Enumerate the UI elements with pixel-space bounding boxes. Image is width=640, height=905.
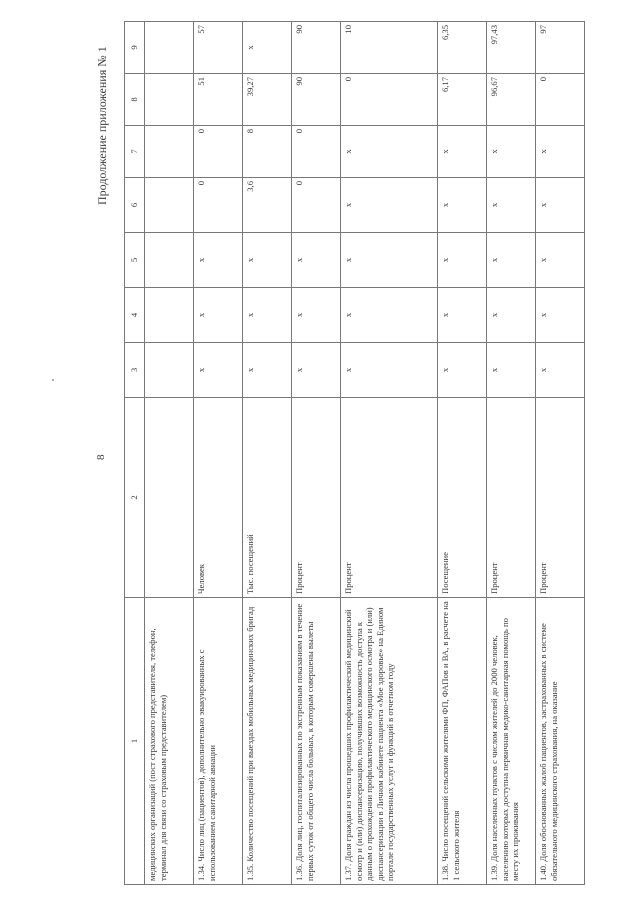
value-cell: x xyxy=(438,178,487,233)
value-cell xyxy=(145,288,194,343)
header-cell: 4 xyxy=(125,288,145,343)
value-cell xyxy=(145,178,194,233)
value-cell: 3,6 xyxy=(243,178,292,233)
indicator-description: медицинских организаций (пост страхового представителя, телефон, терминал для связи со страховым представителем) xyxy=(145,598,194,885)
value-cell: 0 xyxy=(292,126,341,178)
value-cell: 0 xyxy=(194,178,243,233)
header-cell: 9 xyxy=(125,22,145,74)
value-cell: x xyxy=(292,288,341,343)
unit-cell: Человек xyxy=(194,398,243,598)
header-cell: 1 xyxy=(125,598,145,885)
value-cell: x xyxy=(536,126,585,178)
value-cell: x xyxy=(438,288,487,343)
indicator-description: 1.35. Количество посещений при выездах мобильных медицинских бригад xyxy=(243,598,292,885)
value-cell: x xyxy=(438,343,487,398)
value-cell: 39,27 xyxy=(243,74,292,126)
value-cell: x xyxy=(194,288,243,343)
value-cell: x xyxy=(194,233,243,288)
value-cell: 0 xyxy=(341,74,438,126)
value-cell: x xyxy=(487,343,536,398)
value-cell: x xyxy=(243,233,292,288)
value-cell xyxy=(145,22,194,74)
value-cell: x xyxy=(438,126,487,178)
header-cell: 3 xyxy=(125,343,145,398)
table-row xyxy=(438,22,487,885)
value-cell: x xyxy=(536,343,585,398)
table-row xyxy=(243,22,292,885)
indicator-description: 1.39. Доля населенных пунктов с числом жителей до 2000 человек, населению которых доступна первичная медико-санитарная помощь по месту их проживания xyxy=(487,598,536,885)
indicator-description: 1.34. Число лиц (пациентов), дополнительно эвакуированных с использованием санитарной авиации xyxy=(194,598,243,885)
unit-cell: Процент xyxy=(487,398,536,598)
unit-cell: Тыс. посещений xyxy=(243,398,292,598)
page-number: 8 xyxy=(95,454,107,460)
value-cell xyxy=(145,74,194,126)
value-cell: x xyxy=(292,233,341,288)
indicator-description: 1.40. Доля обоснованных жалоб пациентов, застрахованных в системе обязательного медицинского страхования, на оказание xyxy=(536,598,585,885)
header-cell: 2 xyxy=(125,398,145,598)
unit-cell: Процент xyxy=(341,398,438,598)
value-cell: x xyxy=(292,343,341,398)
table-row xyxy=(145,22,194,885)
value-cell: 0 xyxy=(194,126,243,178)
header-cell: 7 xyxy=(125,126,145,178)
value-cell: 8 xyxy=(243,126,292,178)
indicators-table xyxy=(124,21,585,885)
value-cell: x xyxy=(341,343,438,398)
indicator-description: 1.37. Доля граждан из числа прошедших профилактический медицинский осмотр и (или) диспансеризацию, получивших возможность доступа к данным о прохождении профилактического медицинского осмотра и (или) диспансеризации в Личном кабинете пациента «Мое здоровье» на Едином портале государственных услуг и функций в отчетном году xyxy=(341,598,438,885)
table-row xyxy=(487,22,536,885)
value-cell: x xyxy=(194,343,243,398)
value-cell: x xyxy=(243,343,292,398)
header-cell: 8 xyxy=(125,74,145,126)
unit-cell xyxy=(145,398,194,598)
value-cell: x xyxy=(536,178,585,233)
value-cell: x xyxy=(536,288,585,343)
value-cell: 6,17 xyxy=(438,74,487,126)
value-cell: x xyxy=(341,233,438,288)
value-cell: 6,35 xyxy=(438,22,487,74)
value-cell: x xyxy=(487,178,536,233)
table-row xyxy=(194,22,243,885)
value-cell xyxy=(145,343,194,398)
value-cell: x xyxy=(243,288,292,343)
value-cell: 0 xyxy=(292,178,341,233)
value-cell: 90 xyxy=(292,22,341,74)
rotated-document-page xyxy=(52,20,559,885)
value-cell: 0 xyxy=(536,74,585,126)
unit-cell: Процент xyxy=(292,398,341,598)
indicator-description: 1.38. Число посещений сельскими жителями ФП, ФАПов и ВА, в расчете на 1 сельского жителя xyxy=(438,598,487,885)
indicator-description: 1.36. Доля лиц, госпитализированных по экстренным показаниям в течение первых суток от общего числа больных, к которым совершены вылеты xyxy=(292,598,341,885)
value-cell: x xyxy=(487,233,536,288)
value-cell: 90 xyxy=(292,74,341,126)
value-cell: x xyxy=(536,233,585,288)
value-cell: 96,67 xyxy=(487,74,536,126)
value-cell: x xyxy=(438,233,487,288)
header-cell: 6 xyxy=(125,178,145,233)
table-row xyxy=(292,22,341,885)
header-cell: 5 xyxy=(125,233,145,288)
value-cell: x xyxy=(243,22,292,74)
unit-cell: Посещение xyxy=(438,398,487,598)
value-cell: 97,43 xyxy=(487,22,536,74)
value-cell: x xyxy=(341,288,438,343)
value-cell: 57 xyxy=(194,22,243,74)
value-cell: x xyxy=(341,126,438,178)
value-cell: 10 xyxy=(341,22,438,74)
value-cell: x xyxy=(487,288,536,343)
value-cell: 51 xyxy=(194,74,243,126)
unit-cell: Процент xyxy=(536,398,585,598)
appendix-continuation-note: Продолжение приложения № 1 xyxy=(95,46,109,205)
table-row xyxy=(536,22,585,885)
table-row xyxy=(341,22,438,885)
value-cell: x xyxy=(341,178,438,233)
table-header-row xyxy=(125,22,145,885)
value-cell xyxy=(145,126,194,178)
value-cell xyxy=(145,233,194,288)
value-cell: 97 xyxy=(536,22,585,74)
value-cell: x xyxy=(487,126,536,178)
